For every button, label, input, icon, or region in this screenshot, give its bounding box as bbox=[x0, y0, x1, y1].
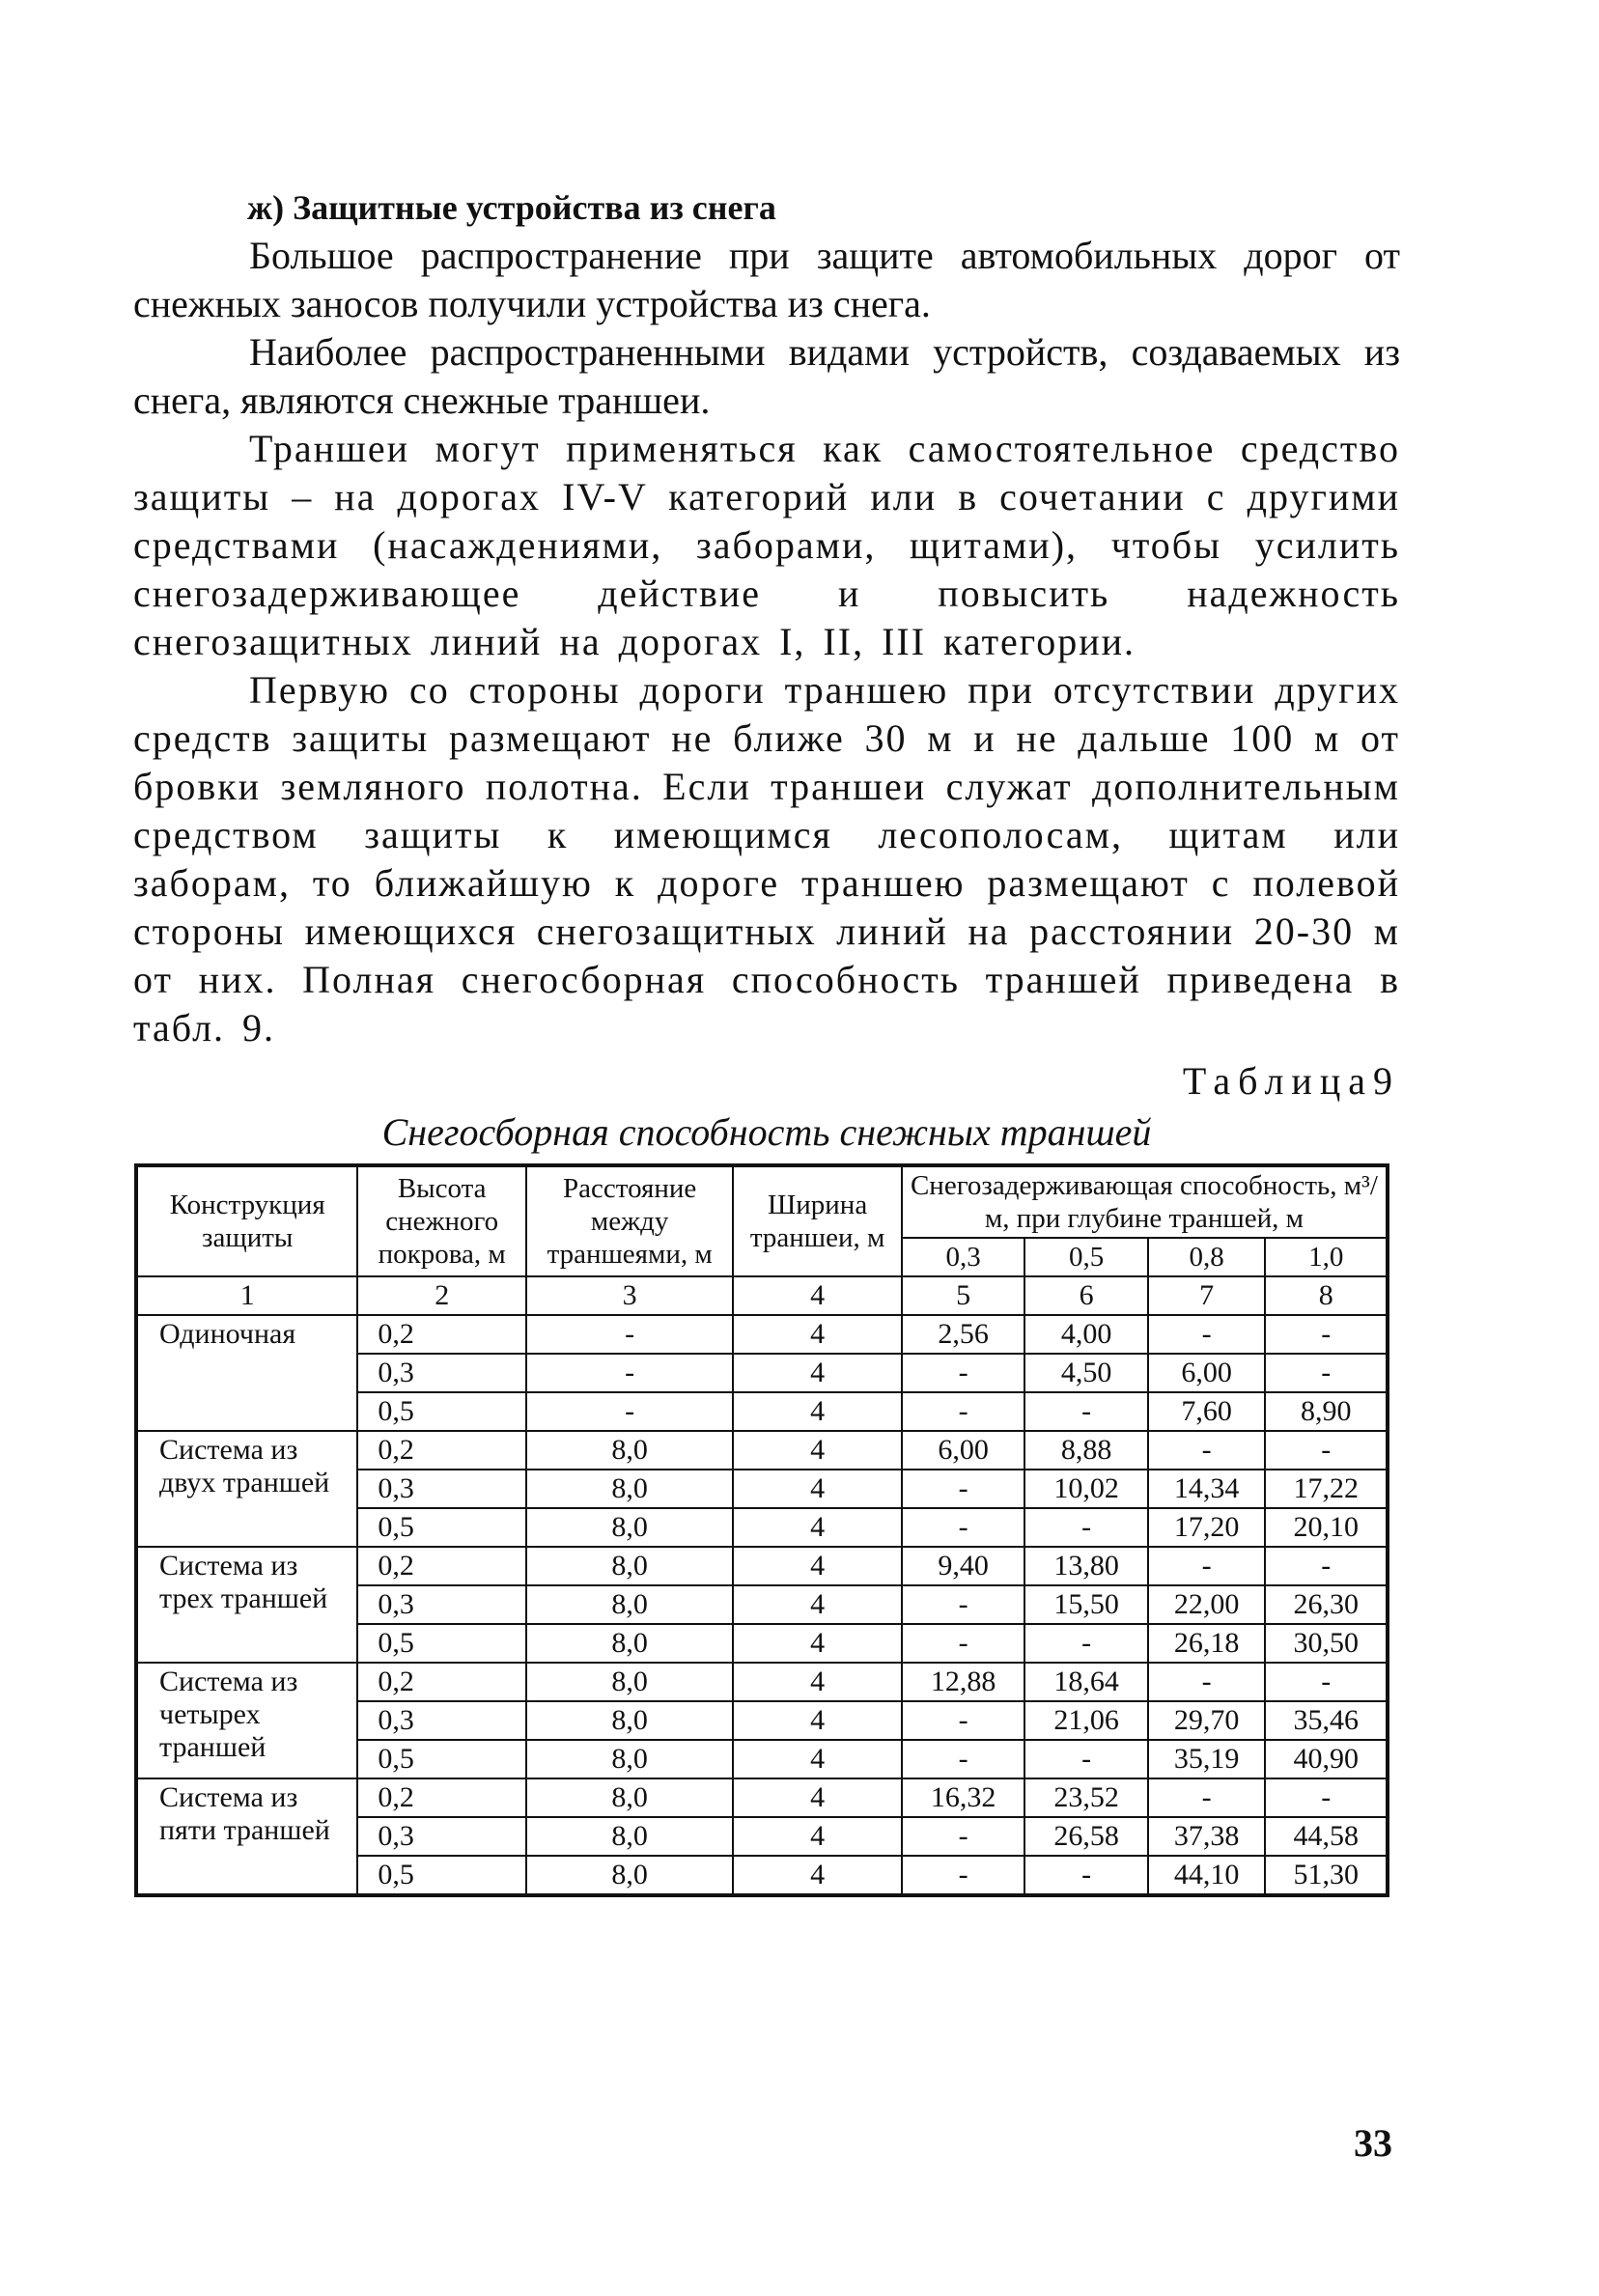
table-cell: 17,22 bbox=[1265, 1470, 1388, 1508]
table-cell: 8,0 bbox=[526, 1817, 733, 1856]
table-cell: 8,0 bbox=[526, 1431, 733, 1470]
table-cell: 6,00 bbox=[902, 1431, 1025, 1470]
column-number: 7 bbox=[1148, 1276, 1266, 1315]
table-cell: 0,5 bbox=[357, 1624, 526, 1663]
table-cell: - bbox=[902, 1817, 1025, 1856]
table-cell: 4 bbox=[733, 1547, 902, 1585]
table-cell: - bbox=[526, 1315, 733, 1354]
table-cell: 8,0 bbox=[526, 1624, 733, 1663]
table-cell: 0,2 bbox=[357, 1431, 526, 1470]
table-cell: 0,2 bbox=[357, 1663, 526, 1701]
table-cell: - bbox=[526, 1392, 733, 1431]
header-depth: 0,8 bbox=[1148, 1238, 1266, 1276]
table-title: Снегосборная способность снежных траншей bbox=[381, 1110, 1152, 1154]
column-number: 8 bbox=[1265, 1276, 1388, 1315]
table-cell: 16,32 bbox=[902, 1778, 1025, 1817]
table-cell: - bbox=[902, 1508, 1025, 1547]
table-cell: 17,20 bbox=[1148, 1508, 1266, 1547]
paragraph-4: Первую со стороны дороги траншею при отсутствии других средств защиты размещают не ближе 30 м и не дальше 100 м от бровки земляного полотна. Если траншеи служат дополнительным средством защиты к имеющимся лесополосам, щитам или заборам, то ближайшую к дороге траншею размещают с полевой стороны имеющихся снегозащитных линий на расстоянии 20-30 м от них. Полная снегосборная способность траншей приведена в табл. 9. bbox=[133, 668, 1400, 1050]
table-cell: 29,70 bbox=[1148, 1701, 1266, 1740]
construction-cell: Система из трех траншей bbox=[136, 1547, 357, 1663]
table-row bbox=[136, 1315, 1388, 1354]
column-number: 6 bbox=[1024, 1276, 1148, 1315]
column-number: 2 bbox=[357, 1276, 526, 1315]
table-cell: - bbox=[1265, 1547, 1388, 1585]
table-cell: 20,10 bbox=[1265, 1508, 1388, 1547]
table-cell: 4 bbox=[733, 1431, 902, 1470]
table-cell: 4,00 bbox=[1024, 1315, 1148, 1354]
table-row bbox=[136, 1547, 1388, 1585]
table-cell: 40,90 bbox=[1265, 1740, 1388, 1778]
table-cell: 4 bbox=[733, 1470, 902, 1508]
table-cell: 8,0 bbox=[526, 1470, 733, 1508]
table-cell: - bbox=[1265, 1778, 1388, 1817]
table-cell: - bbox=[1148, 1663, 1266, 1701]
table-cell: 4 bbox=[733, 1701, 902, 1740]
table-cell: 8,0 bbox=[526, 1778, 733, 1817]
paragraph-2: Наиболее распространенными видами устройств, создаваемых из снега, являются снежные траншеи. bbox=[133, 330, 1400, 422]
table-cell: 0,2 bbox=[357, 1547, 526, 1585]
header-snow-height: Высота снежного покрова, м bbox=[357, 1165, 526, 1276]
table-cell: - bbox=[1024, 1856, 1148, 1895]
table-cell: 44,58 bbox=[1265, 1817, 1388, 1856]
table-cell: 4,50 bbox=[1024, 1354, 1148, 1392]
header-depth: 1,0 bbox=[1265, 1238, 1388, 1276]
table-cell: 23,52 bbox=[1024, 1778, 1148, 1817]
table-cell: 8,0 bbox=[526, 1701, 733, 1740]
table-cell: - bbox=[902, 1354, 1025, 1392]
table-cell: 4 bbox=[733, 1315, 902, 1354]
construction-cell: Система из пяти траншей bbox=[136, 1778, 357, 1895]
header-construction: Конструкция защиты bbox=[136, 1165, 357, 1276]
column-number-row bbox=[136, 1276, 1388, 1315]
table-cell: 8,0 bbox=[526, 1740, 733, 1778]
table-cell: 8,0 bbox=[526, 1585, 733, 1624]
table-cell: 0,3 bbox=[357, 1701, 526, 1740]
table-label: Таблица9 bbox=[1182, 1059, 1400, 1103]
table-cell: 14,34 bbox=[1148, 1470, 1266, 1508]
table-cell: 13,80 bbox=[1024, 1547, 1148, 1585]
table-cell: - bbox=[1148, 1431, 1266, 1470]
paragraph-1: Большое распространение при защите автомобильных дорог от снежных заносов получили устройства из снега. bbox=[133, 234, 1400, 325]
table-cell: 51,30 bbox=[1265, 1856, 1388, 1895]
construction-cell: Система из двух траншей bbox=[136, 1431, 357, 1547]
table-cell: - bbox=[526, 1354, 733, 1392]
table-cell: 15,50 bbox=[1024, 1585, 1148, 1624]
page-content bbox=[133, 183, 1400, 1203]
table-cell: 8,90 bbox=[1265, 1392, 1388, 1431]
page-number: 33 bbox=[1354, 2121, 1392, 2165]
table-cell: 0,5 bbox=[357, 1392, 526, 1431]
table-cell: - bbox=[902, 1392, 1025, 1431]
section-heading: ж) Защитные устройства из снега bbox=[247, 188, 776, 227]
table-cell: 26,18 bbox=[1148, 1624, 1266, 1663]
table-cell: 4 bbox=[733, 1624, 902, 1663]
table-cell: 4 bbox=[733, 1856, 902, 1895]
table-cell: 4 bbox=[733, 1508, 902, 1547]
table-cell: 0,2 bbox=[357, 1778, 526, 1817]
column-number: 1 bbox=[136, 1276, 357, 1315]
table-body bbox=[136, 1276, 1388, 1895]
table-cell: 26,58 bbox=[1024, 1817, 1148, 1856]
table-cell: 37,38 bbox=[1148, 1817, 1266, 1856]
table-cell: 18,64 bbox=[1024, 1663, 1148, 1701]
table-cell: 35,19 bbox=[1148, 1740, 1266, 1778]
table-cell: - bbox=[1265, 1354, 1388, 1392]
table-row bbox=[136, 1431, 1388, 1470]
table-cell: 0,5 bbox=[357, 1508, 526, 1547]
table-cell: - bbox=[1148, 1778, 1266, 1817]
table-cell: 4 bbox=[733, 1392, 902, 1431]
table-cell: 0,5 bbox=[357, 1856, 526, 1895]
table-cell: - bbox=[902, 1740, 1025, 1778]
table-cell: 9,40 bbox=[902, 1547, 1025, 1585]
table-cell: 12,88 bbox=[902, 1663, 1025, 1701]
table-cell: - bbox=[902, 1701, 1025, 1740]
table-cell: - bbox=[1024, 1508, 1148, 1547]
table-cell: - bbox=[1265, 1315, 1388, 1354]
table-cell: 0,3 bbox=[357, 1585, 526, 1624]
table-cell: 35,46 bbox=[1265, 1701, 1388, 1740]
table-cell: 4 bbox=[733, 1817, 902, 1856]
table-cell: 8,88 bbox=[1024, 1431, 1148, 1470]
table-cell: 2,56 bbox=[902, 1315, 1025, 1354]
table-cell: 4 bbox=[733, 1778, 902, 1817]
construction-cell: Одиночная bbox=[136, 1315, 357, 1431]
table-cell: 4 bbox=[733, 1663, 902, 1701]
table-cell: 7,60 bbox=[1148, 1392, 1266, 1431]
table-cell: 30,50 bbox=[1265, 1624, 1388, 1663]
column-number: 4 bbox=[733, 1276, 902, 1315]
table-cell: - bbox=[902, 1470, 1025, 1508]
table-cell: 8,0 bbox=[526, 1508, 733, 1547]
table-cell: 0,3 bbox=[357, 1817, 526, 1856]
table-cell: - bbox=[902, 1856, 1025, 1895]
table-cell: - bbox=[1265, 1663, 1388, 1701]
table-cell: - bbox=[1265, 1431, 1388, 1470]
table-row bbox=[136, 1778, 1388, 1817]
table-cell: 26,30 bbox=[1265, 1585, 1388, 1624]
construction-cell: Система из четырех траншей bbox=[136, 1663, 357, 1778]
table-row bbox=[136, 1663, 1388, 1701]
table-cell: - bbox=[902, 1624, 1025, 1663]
table-cell: 8,0 bbox=[526, 1547, 733, 1585]
header-capacity: Снегозадерживающая способность, м³/м, при глубине траншей, м bbox=[902, 1165, 1388, 1238]
table-cell: - bbox=[1148, 1547, 1266, 1585]
table-cell: 4 bbox=[733, 1585, 902, 1624]
column-number: 5 bbox=[902, 1276, 1025, 1315]
header-distance: Расстояние между траншеями, м bbox=[526, 1165, 733, 1276]
table-cell: 8,0 bbox=[526, 1663, 733, 1701]
header-depth: 0,5 bbox=[1024, 1238, 1148, 1276]
table-cell: 44,10 bbox=[1148, 1856, 1266, 1895]
table-cell: - bbox=[1024, 1740, 1148, 1778]
header-depth: 0,3 bbox=[902, 1238, 1025, 1276]
table-cell: 0,5 bbox=[357, 1740, 526, 1778]
table-cell: 21,06 bbox=[1024, 1701, 1148, 1740]
table-cell: - bbox=[902, 1585, 1025, 1624]
table-cell: 4 bbox=[733, 1354, 902, 1392]
table-cell: 8,0 bbox=[526, 1856, 733, 1895]
table-cell: - bbox=[1024, 1624, 1148, 1663]
table-cell: 22,00 bbox=[1148, 1585, 1266, 1624]
header-width: Ширина траншеи, м bbox=[733, 1165, 902, 1276]
table-cell: 6,00 bbox=[1148, 1354, 1266, 1392]
table-cell: 4 bbox=[733, 1740, 902, 1778]
snow-trench-table bbox=[134, 1163, 1389, 1897]
table-cell: - bbox=[1024, 1392, 1148, 1431]
table-cell: 0,3 bbox=[357, 1470, 526, 1508]
paragraph-3: Траншеи могут применяться как самостоятельное средство защиты – на дорогах IV-V категорий или в сочетании с другими средствами (насаждениями, заборами, щитами), чтобы усилить снегозадерживающее действие и повысить надежность снегозащитных линий на дорогах I, II, III категории. bbox=[133, 427, 1400, 663]
table-cell: - bbox=[1148, 1315, 1266, 1354]
table-cell: 10,02 bbox=[1024, 1470, 1148, 1508]
table-cell: 0,2 bbox=[357, 1315, 526, 1354]
table-cell: 0,3 bbox=[357, 1354, 526, 1392]
column-number: 3 bbox=[526, 1276, 733, 1315]
